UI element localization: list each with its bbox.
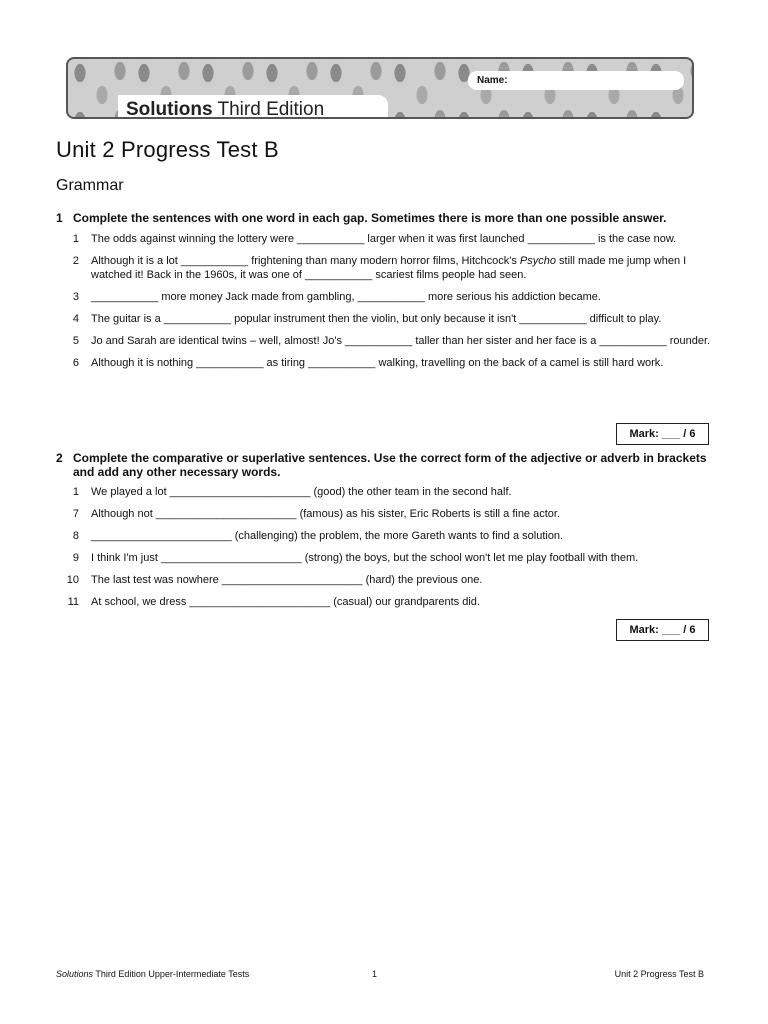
- list-item: [56, 290, 712, 304]
- footer-italic: Solutions: [56, 969, 94, 979]
- exercise-1: [56, 211, 712, 370]
- section-heading: Grammar: [56, 177, 124, 194]
- list-item: [56, 254, 712, 282]
- page-title: Unit 2 Progress Test B: [56, 137, 279, 162]
- item-sentence[interactable]: Although it is nothing ___________ as tiring ___________ walking, travelling on the back of a camel is still hard work.: [91, 357, 664, 369]
- mark-box-2[interactable]: Mark: ___ / 6: [616, 619, 709, 641]
- item-sentence[interactable]: We played a lot _______________________ (good) the other team in the second half.: [91, 486, 512, 498]
- item-sentence[interactable]: [91, 254, 712, 282]
- item-sentence[interactable]: _______________________ (challenging) the problem, the more Gareth wants to find a solution.: [91, 530, 564, 542]
- item-number: 7: [72, 508, 79, 520]
- list-item: [56, 529, 712, 543]
- list-item: [56, 551, 712, 565]
- item-sentence[interactable]: I think I'm just _______________________ (strong) the boys, but the school won't let me play football with them.: [91, 552, 639, 564]
- list-item: [56, 334, 712, 348]
- item-number: 1: [72, 233, 79, 245]
- item-number: 11: [67, 596, 79, 608]
- item-sentence[interactable]: ___________ more money Jack made from gambling, ___________ more serious his addiction became.: [91, 291, 601, 303]
- exercise-number: 2: [56, 451, 63, 465]
- brand-edition: Third Edition: [217, 99, 325, 119]
- item-sentence[interactable]: The guitar is a ___________ popular instrument then the violin, but only because it isn't ___________ difficult to play.: [91, 313, 662, 325]
- item-number: 8: [72, 530, 79, 542]
- brand-bold: Solutions: [126, 99, 213, 119]
- instruction-text: Complete the sentences with one word in each gap. Sometimes there is more than one possible answer.: [73, 211, 667, 225]
- exercise-number: 1: [56, 211, 63, 225]
- item-sentence[interactable]: The last test was nowhere _______________________ (hard) the previous one.: [91, 574, 483, 586]
- list-item: [56, 595, 712, 609]
- instruction-text: Complete the comparative or superlative sentences. Use the correct form of the adjective or adverb in brackets and add any other necessary words.: [73, 451, 707, 479]
- item-number: 4: [72, 313, 79, 325]
- list-item: [56, 573, 712, 587]
- item-number: 10: [66, 574, 79, 586]
- name-label: Name:: [477, 75, 508, 86]
- film-title: Psycho: [519, 255, 556, 267]
- page-number: 1: [372, 969, 378, 979]
- item-sentence[interactable]: Jo and Sarah are identical twins – well, almost! Jo's ___________ taller than her sister and her face is a ___________ rounder.: [91, 335, 711, 347]
- list-item: [56, 485, 712, 499]
- list-item: [56, 356, 712, 370]
- footer-rest: Third Edition Upper-Intermediate Tests: [93, 969, 250, 979]
- exercise-2-instruction: [56, 451, 712, 479]
- item-number: 3: [72, 291, 79, 303]
- sentence-part: Although it is a lot ___________ frightening than many modern horror films, Hitchcock's: [91, 255, 520, 267]
- mark-box-1[interactable]: Mark: ___ / 6: [616, 423, 709, 445]
- list-item: [56, 507, 712, 521]
- exercise-2: [56, 451, 712, 609]
- item-number: 6: [72, 357, 79, 369]
- footer-book-title: [56, 969, 249, 979]
- footer-unit-title: Unit 2 Progress Test B: [614, 969, 704, 979]
- list-item: [56, 312, 712, 326]
- item-number: 1: [72, 486, 79, 498]
- item-sentence[interactable]: Although not _______________________ (famous) as his sister, Eric Roberts is still a fine actor.: [91, 508, 561, 520]
- item-number: 5: [72, 335, 79, 347]
- sentence-part: still made me jump when I watched it! Back in the 1960s, it was one of ___________ scariest films people had seen.: [91, 255, 687, 281]
- item-number: 9: [72, 552, 79, 564]
- list-item: [56, 232, 712, 246]
- brand-title: [118, 95, 388, 119]
- item-sentence[interactable]: At school, we dress _______________________ (casual) our grandparents did.: [91, 596, 480, 608]
- item-number: 2: [72, 255, 79, 267]
- name-field[interactable]: [468, 71, 684, 90]
- item-sentence[interactable]: The odds against winning the lottery were ___________ larger when it was first launched ___________ is the case now.: [91, 233, 677, 245]
- exercise-1-instruction: [56, 211, 712, 225]
